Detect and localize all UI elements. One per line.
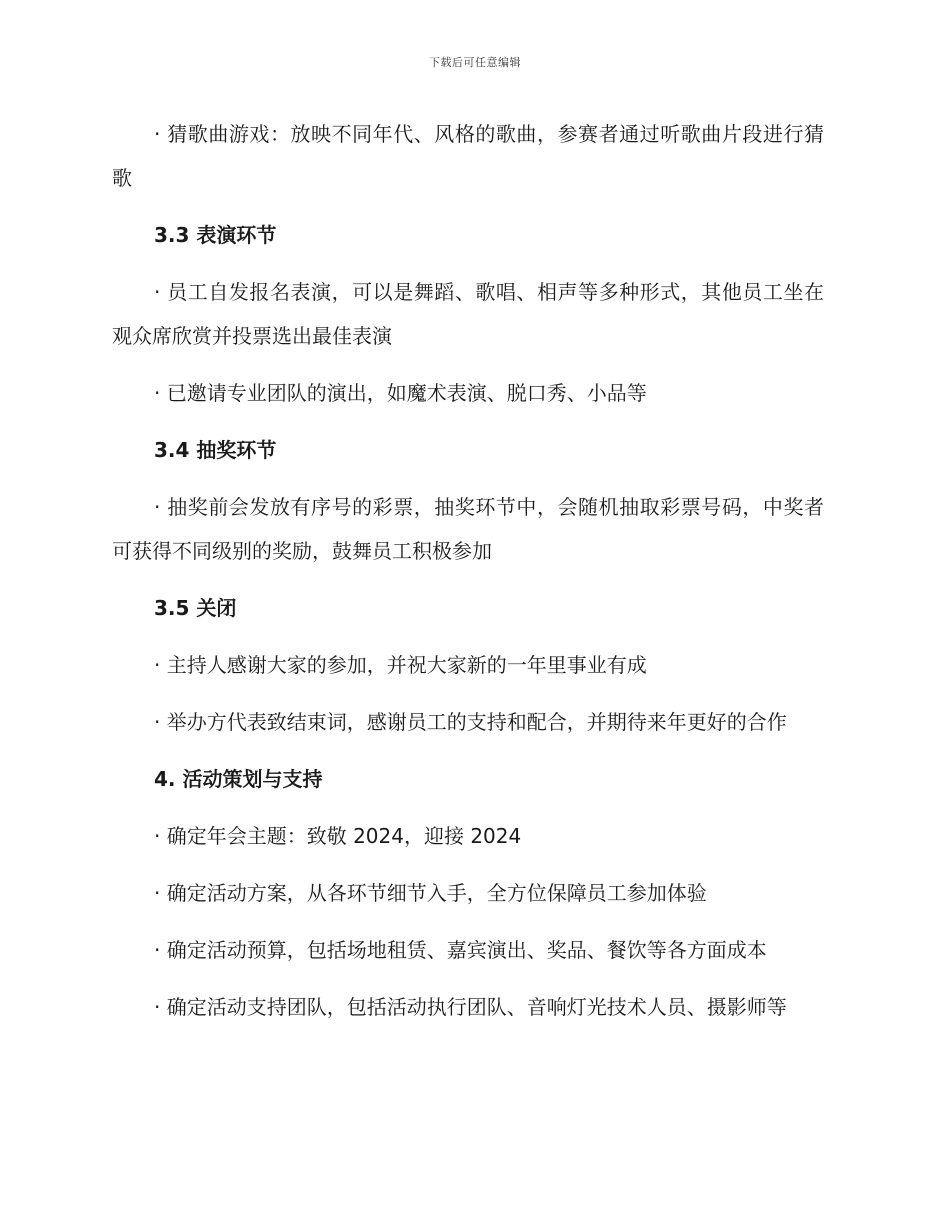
bullet-paragraph: · 确定活动预算，包括场地租赁、嘉宾演出、奖品、餐饮等各方面成本 [154,938,767,962]
section-heading: 3.4 抽奖环节 [154,438,277,462]
bullet-paragraph: · 主持人感谢大家的参加，并祝大家新的一年里事业有成 [154,653,647,677]
bullet-paragraph: · 举办方代表致结束词，感谢员工的支持和配合，并期待来年更好的合作 [154,710,787,734]
bullet-paragraph: · 猜歌曲游戏：放映不同年代、风格的歌曲，参赛者通过听歌曲片段进行猜歌 [112,122,824,190]
section-heading: 3.5 关闭 [154,596,237,620]
bullet-paragraph: · 员工自发报名表演，可以是舞蹈、歌唱、相声等多种形式，其他员工坐在观众席欣赏并投票选出最佳表演 [112,280,824,348]
bullet-paragraph: · 确定年会主题：致敬 2024，迎接 2024 [154,824,522,848]
bullet-paragraph: · 已邀请专业团队的演出，如魔术表演、脱口秀、小品等 [154,381,647,405]
document-body [112,112,824,1042]
bullet-paragraph: · 确定活动方案，从各环节细节入手，全方位保障员工参加体验 [154,881,707,905]
bullet-paragraph: · 抽奖前会发放有序号的彩票，抽奖环节中，会随机抽取彩票号码，中奖者可获得不同级别的奖励，鼓舞员工积极参加 [112,495,824,563]
section-heading: 4. 活动策划与支持 [154,767,323,791]
section-heading: 3.3 表演环节 [154,223,277,247]
bullet-paragraph: · 确定活动支持团队，包括活动执行团队、音响灯光技术人员、摄影师等 [154,995,787,1019]
page-header-note: 下载后可任意编辑 [429,56,521,69]
